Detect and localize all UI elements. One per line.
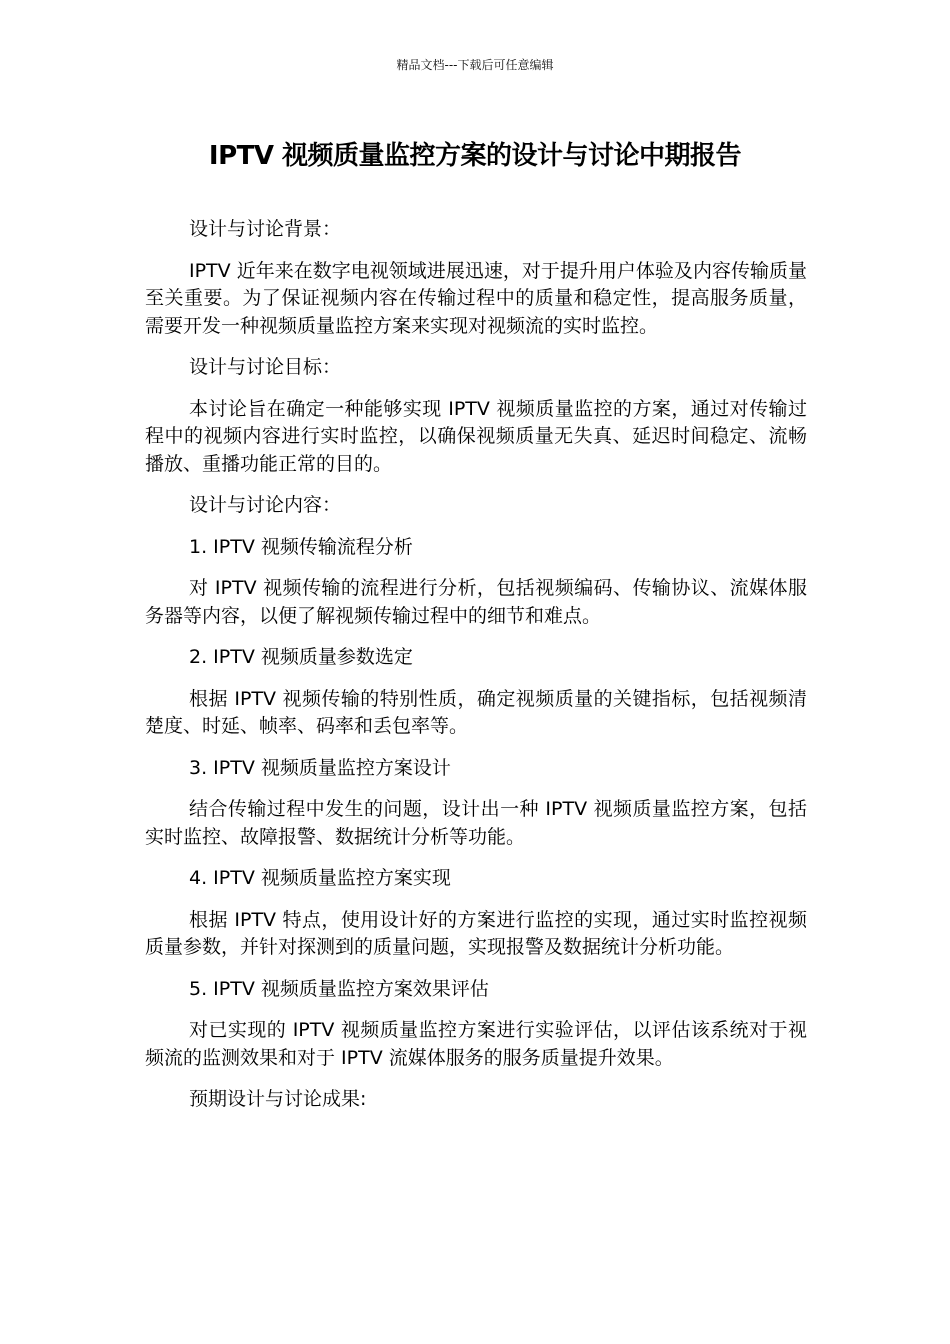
page-header: 精品文档---下载后可任意编辑: [396, 58, 554, 72]
paragraph-goal: 本讨论旨在确定一种能够实现 IPTV 视频质量监控的方案，通过对传输过程中的视频内容进行实时监控，以确保视频质量无失真、延迟时间稳定、流畅播放、重播功能正常的目的。: [145, 397, 807, 475]
item-paragraph-4: 根据 IPTV 特点，使用设计好的方案进行监控的实现，通过实时监控视频质量参数，并针对探测到的质量问题，实现报警及数据统计分析功能。: [145, 908, 807, 958]
item-heading-2: 2. IPTV 视频质量参数选定: [189, 646, 413, 668]
item-heading-3: 3. IPTV 视频质量监控方案设计: [189, 756, 451, 779]
item-paragraph-3: 结合传输过程中发生的问题，设计出一种 IPTV 视频质量监控方案，包括实时监控、故障报警、数据统计分析等功能。: [145, 798, 807, 848]
item-heading-5: 5. IPTV 视频质量监控方案效果评估: [189, 977, 489, 1000]
paragraph-background: IPTV 近年来在数字电视领域进展迅速，对于提升用户体验及内容传输质量至关重要。为了保证视频内容在传输过程中的质量和稳定性，提高服务质量，需要开发一种视频质量监控方案来实现对视频流的实时监控。: [145, 259, 807, 337]
item-paragraph-2: 根据 IPTV 视频传输的特别性质，确定视频质量的关键指标，包括视频清楚度、时延、帧率、码率和丢包率等。: [145, 687, 807, 737]
document-title: IPTV 视频质量监控方案的设计与讨论中期报告: [208, 141, 742, 171]
document-body: [145, 216, 807, 1128]
item-heading-1: 1. IPTV 视频传输流程分析: [189, 535, 413, 558]
section-heading-content: 设计与讨论内容：: [189, 494, 342, 516]
section-heading-background: 设计与讨论背景：: [189, 218, 342, 240]
item-heading-4: 4. IPTV 视频质量监控方案实现: [189, 867, 451, 889]
item-paragraph-1: 对 IPTV 视频传输的流程进行分析，包括视频编码、传输协议、流媒体服务器等内容，以便了解视频传输过程中的细节和难点。: [145, 577, 807, 627]
section-heading-results: 预期设计与讨论成果:: [189, 1088, 367, 1110]
item-paragraph-5: 对已实现的 IPTV 视频质量监控方案进行实验评估，以评估该系统对于视频流的监测效果和对于 IPTV 流媒体服务的服务质量提升效果。: [145, 1019, 807, 1069]
section-heading-goal: 设计与讨论目标：: [189, 356, 342, 378]
